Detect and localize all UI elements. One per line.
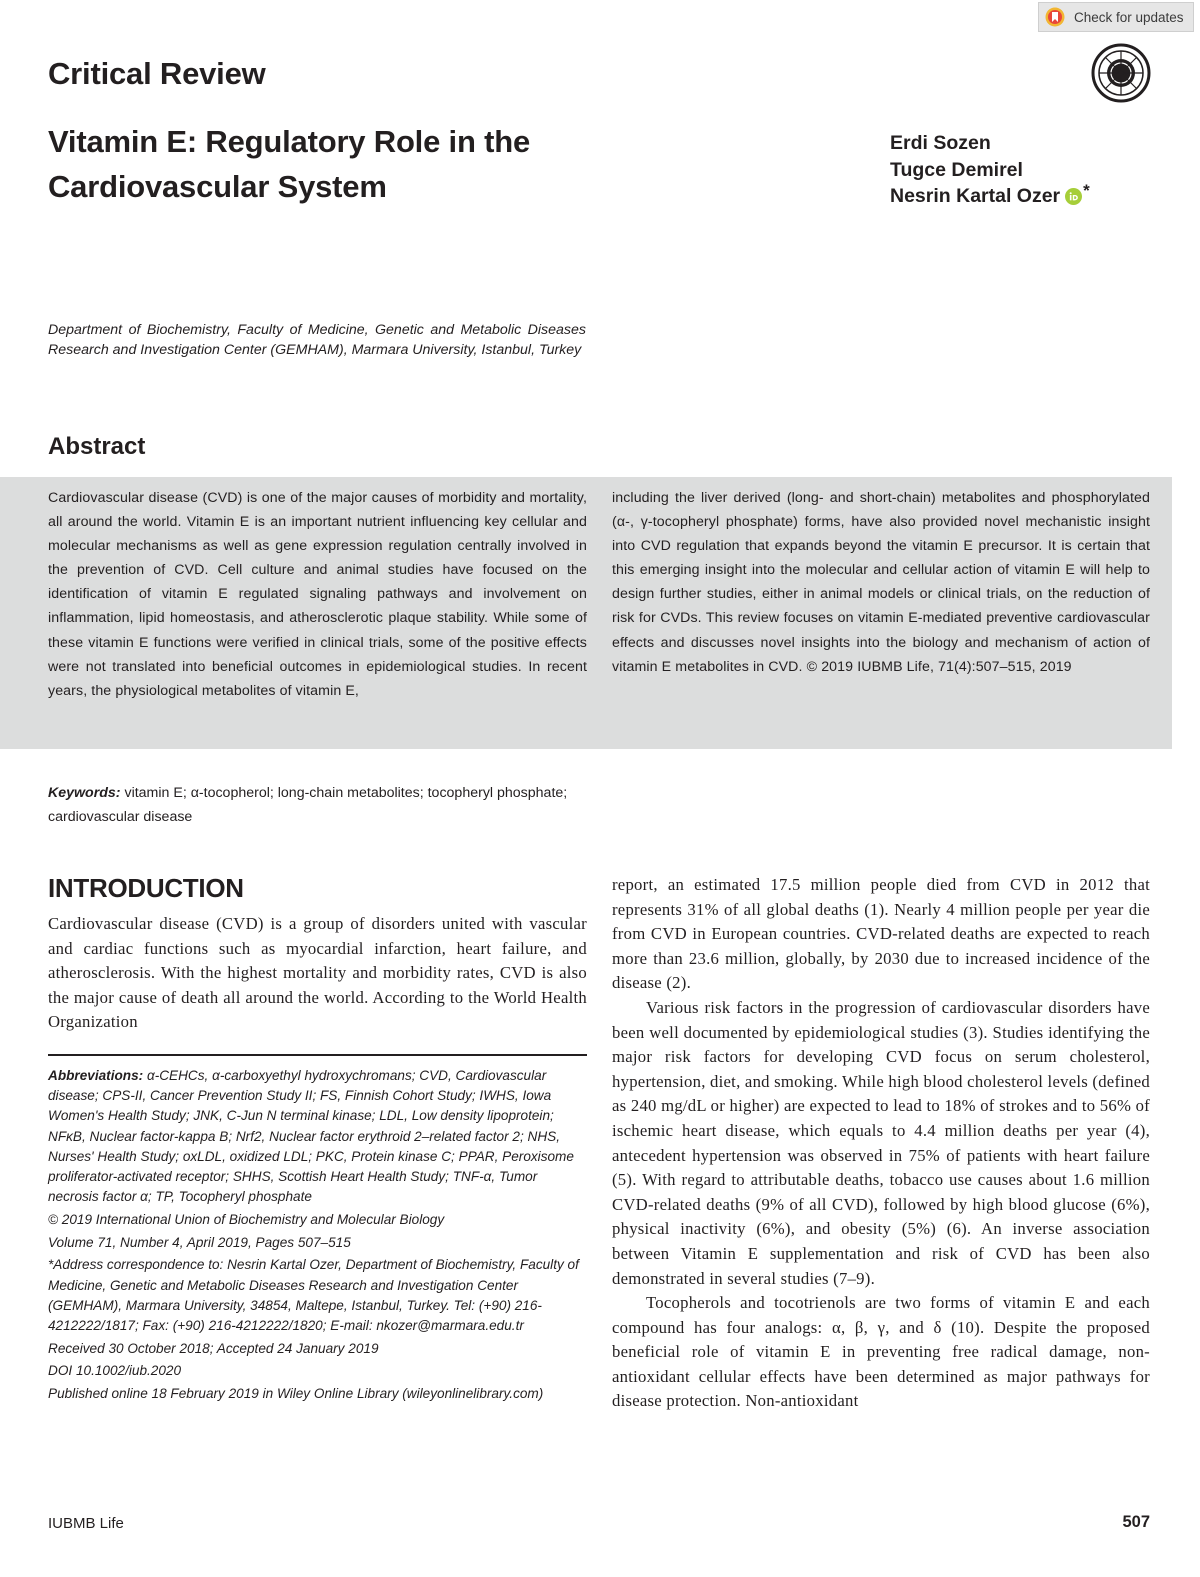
published-note: Published online 18 February 2019 in Wiley Online Library (wileyonlinelibrary.com) — [48, 1386, 544, 1402]
corresponding-author-marker: * — [1083, 181, 1090, 200]
received-note: Received 30 October 2018; Accepted 24 January 2019 — [48, 1340, 379, 1356]
author-name: Tugce Demirel — [890, 158, 1023, 181]
affiliation: Department of Biochemistry, Faculty of Medicine, Genetic and Metabolic Diseases Research and Investigation Center (GEMHAM), Marmara University, Istanbul, Turkey — [48, 322, 586, 358]
abstract-text-column-2: including the liver derived (long- and short-chain) metabolites and phosphorylated (α-, γ-tocopheryl phosphate) forms, have also provided novel mechanistic insight into CVD regulation that expands beyond the vitamin E precursor. It is certain that this emerging insight into the molecular and cellular action of vitamin E will help to design further studies, either in animal models or clinical trials, on the reduction of risk for CVDs. This review focuses on vitamin E-mediated preventive cardiovascular effects and discusses novel insights into the biology and mechanism of action of vitamin E metabolites in CVD. © 2019 IUBMB Life, 71(4):507–515, 2019 — [612, 490, 1150, 675]
abbreviations — [48, 1066, 587, 1207]
author-name: Erdi Sozen — [890, 132, 991, 154]
footer-journal-name: IUBMB Life — [48, 1515, 124, 1532]
volume-note: Volume 71, Number 4, April 2019, Pages 507–515 — [48, 1234, 351, 1250]
keywords — [48, 781, 587, 829]
body-paragraph: Various risk factors in the progression of cardiovascular disorders have been well documented by epidemiological studies (3). Studies identifying the major risk factors for developing CVD focus on serum cholesterol, hypertension, diet, and smoking. While high blood cholesterol levels (defined as 240 mg/dL or higher) are expected to lead to 18% of strokes and to 56% of ischemic heart disease, which equals to 4.4 million deaths per year (4), antecedent hypertension was observed in 75% of patients with heart failure (5). With regard to attributable deaths, tobacco use causes about 1.6 million CVD-related deaths (9% of all CVD), followed by high blood glucose (6%), physical inactivity (6%), and obesity (5%) (6). An inverse association between Vitamin E supplementation and risk of CVD has been also demonstrated in several studies (7–9). — [612, 997, 1150, 1288]
crossmark-icon — [1045, 7, 1065, 27]
author[interactable] — [890, 183, 1090, 210]
keywords-label: Keywords: — [48, 785, 121, 801]
society-seal-icon — [1091, 43, 1151, 103]
page-number: 507 — [1122, 1513, 1150, 1531]
correspondence-note: *Address correspondence to: Nesrin Kartal Ozer, Department of Biochemistry, Faculty of Medicine, Genetic and Metabolic Diseases Research and Investigation Center (GEMHAM), Marmara University, 34854, Maltepe, Istanbul, Turkey. Tel: (+90) 216-4212222/1817; Fax: (+90) 216-4212222/1820; E-mail: nkozer@marmara.edu.tr — [48, 1257, 579, 1333]
copyright-note: © 2019 International Union of Biochemistry and Molecular Biology — [48, 1211, 445, 1227]
keywords-text: vitamin E; α-tocopherol; long-chain metabolites; tocopheryl phosphate; cardiovascular disease — [48, 785, 568, 825]
article-title: Vitamin E: Regulatory Role in the Cardiovascular System — [48, 124, 531, 204]
check-for-updates-label: Check for updates — [1074, 9, 1184, 25]
check-for-updates-button[interactable] — [1038, 2, 1194, 32]
author-name: Nesrin Kartal Ozer — [890, 185, 1061, 207]
doi-note[interactable]: DOI 10.1002/iub.2020 — [48, 1363, 182, 1379]
body-paragraph: Tocopherols and tocotrienols are two forms of vitamin E and each compound has four analogs: α, β, γ, and δ (10). Despite the proposed beneficial role of vitamin E in preventing free radical damage, non-antioxidant cellular effects have been determined as major pathways for disease protection. Non-antioxidant — [612, 1293, 1150, 1411]
introduction-heading: INTRODUCTION — [48, 873, 244, 903]
section-label: Critical Review — [48, 56, 266, 91]
introduction-right-column — [612, 873, 1150, 1414]
author-list — [890, 130, 1090, 210]
author[interactable] — [890, 130, 1090, 157]
abstract-heading: Abstract — [48, 433, 146, 460]
orcid-icon[interactable] — [1065, 188, 1082, 205]
abbreviations-label: Abbreviations: — [48, 1068, 144, 1083]
abbreviations-text: α-CEHCs, α-carboxyethyl hydroxychromans; CVD, Cardiovascular disease; CPS-II, Cancer Prevention Study II; FS, Finnish Cohort Study; IWHS, Iowa Women's Health Study; JNK, C-Jun N terminal kinase; LDL, Low density lipoprotein; NFκB, Nuclear factor-kappa B; Nrf2, Nuclear factor erythroid 2–related factor 2; NHS, Nurses' Health Study; oxLDL, oxidized LDL; PKC, Protein kinase C; PPAR, Peroxisome proliferator-activated receptor; SHHS, Scottish Heart Health Study; TNF-α, Tumor necrosis factor α; TP, Tocopheryl phosphate — [48, 1068, 574, 1205]
abstract-text-column-1: Cardiovascular disease (CVD) is one of the major causes of morbidity and mortality, all around the world. Vitamin E is an important nutrient influencing key cellular and molecular mechanisms as well as gene expression regulation centrally involved in the prevention of CVD. Cell culture and animal studies have focused on the identification of vitamin E regulated signaling pathways and involvement on inflammation, lipid homeostasis, and atherosclerotic plaque stability. While some of these vitamin E functions were verified in clinical trials, some of the positive effects were not translated into beneficial outcomes in epidemiological studies. In recent years, the physiological metabolites of vitamin E, — [48, 490, 587, 699]
author[interactable] — [890, 157, 1090, 184]
footnotes — [48, 1066, 587, 1407]
footnote-divider — [48, 1054, 587, 1056]
introduction-paragraph: Cardiovascular disease (CVD) is a group of disorders united with vascular and cardiac functions such as myocardial infarction, heart failure, and atherosclerosis. With the highest mortality and morbidity rates, CVD is also the major cause of death all around the world. According to the World Health Organization — [48, 914, 587, 1031]
body-paragraph: report, an estimated 17.5 million people died from CVD in 2012 that represents 31% of all global deaths (1). Nearly 4 million people per year die from CVD in European countries. CVD-related deaths are expected to reach more than 23.6 million, globally, by 2030 due to increased incidence of the disease (2). — [612, 875, 1150, 993]
